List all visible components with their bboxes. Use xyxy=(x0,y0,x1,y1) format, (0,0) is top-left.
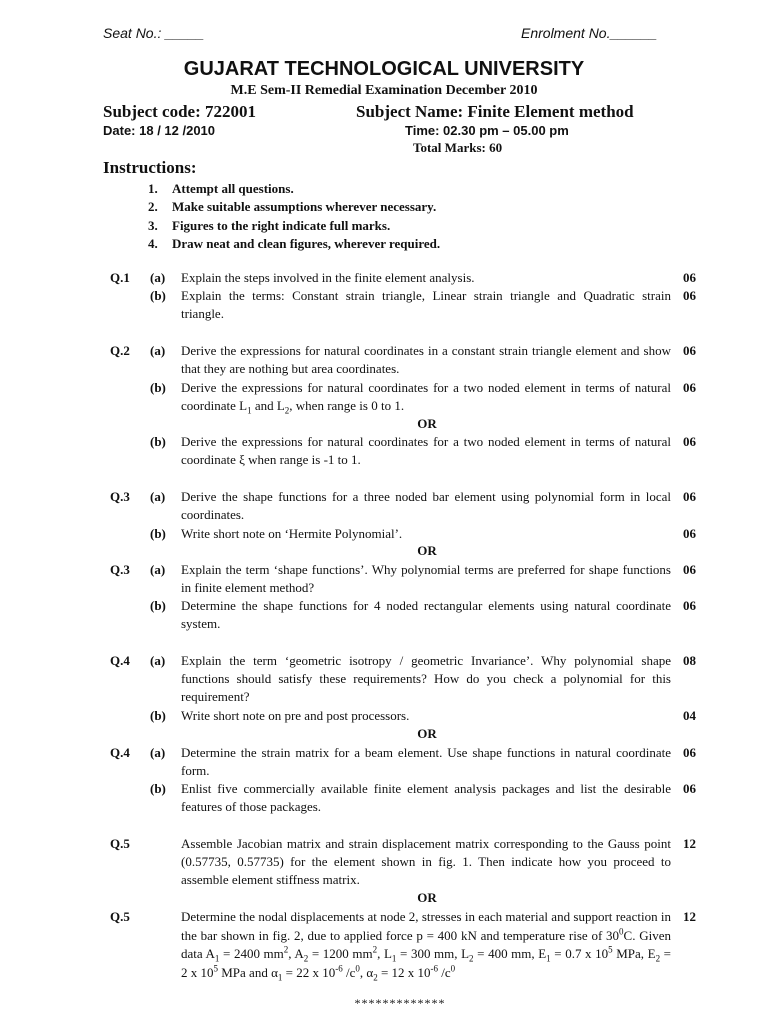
part-label: (b) xyxy=(150,708,166,723)
part-label: (a) xyxy=(150,562,166,577)
question-marks: 06 xyxy=(683,343,696,358)
part-label: (b) xyxy=(150,434,166,449)
question-marks: 06 xyxy=(683,380,696,395)
part-label: (a) xyxy=(150,270,166,285)
question-text: Explain the steps involved in the finite element analysis. xyxy=(181,270,475,285)
question-marks: 06 xyxy=(683,562,696,577)
or-separator: OR xyxy=(417,890,437,905)
seat-number-field: Seat No.: _____ xyxy=(103,25,205,41)
question-text: Assemble Jacobian matrix and strain displacement matrix corresponding to the Gauss point (0.57735, 0.57735) for the element shown in fig. 1. Then indicate how you proceed to assemble element stiffness matrix. xyxy=(181,836,671,888)
part-label: (b) xyxy=(150,598,166,613)
subject-name: Subject Name: Finite Element method xyxy=(356,102,634,121)
end-of-paper-stars: ************* xyxy=(354,996,446,1010)
part-label: (b) xyxy=(150,526,166,541)
question-marks: 12 xyxy=(683,836,696,851)
question-text: Enlist five commercially available finite element analysis packages and list the desirable features of those packages. xyxy=(181,781,671,815)
instructions-heading: Instructions: xyxy=(103,158,197,177)
part-label: (b) xyxy=(150,380,166,395)
question-marks: 12 xyxy=(683,909,696,924)
part-label: (a) xyxy=(150,745,166,760)
question-number-q2: Q.2 xyxy=(110,343,130,358)
question-marks: 06 xyxy=(683,598,696,613)
question-marks: 08 xyxy=(683,653,696,668)
part-label: (a) xyxy=(150,489,166,504)
exam-title: M.E Sem-II Remedial Examination December 2010 xyxy=(230,83,538,98)
question-text: Explain the term ‘shape functions’. Why polynomial terms are preferred for shape functions in finite element method? xyxy=(181,562,671,596)
question-text: Write short note on ‘Hermite Polynomial’. xyxy=(181,526,403,541)
question-text: Explain the term ‘geometric isotropy / geometric Invariance’. Why polynomial shape functions should satisfy these requirements? How do you check a polynomial for this requirement? xyxy=(181,653,671,705)
subject-code: Subject code: 722001 xyxy=(103,102,256,121)
question-marks: 06 xyxy=(683,489,696,504)
or-separator: OR xyxy=(417,543,437,558)
question-number-q5-alt: Q.5 xyxy=(110,909,130,924)
part-label: (a) xyxy=(150,343,166,358)
question-text: Derive the expressions for natural coordinates for a two noded element in terms of natural coordinate ξ when range is -1 to 1. xyxy=(181,434,671,468)
exam-date: Date: 18 / 12 /2010 xyxy=(103,123,216,138)
instruction-item: 3. Figures to the right indicate full marks. xyxy=(148,217,391,233)
enrolment-number-field: Enrolment No.______ xyxy=(521,25,658,41)
question-marks: 06 xyxy=(683,270,696,285)
question-text: Derive the expressions for natural coordinates in a constant strain triangle element and show that they are nothing but area coordinates. xyxy=(181,343,671,377)
exam-time: Time: 02.30 pm – 05.00 pm xyxy=(405,123,569,138)
question-number-q1: Q.1 xyxy=(110,270,130,285)
question-text: Write short note on pre and post processors. xyxy=(181,708,410,723)
question-marks: 06 xyxy=(683,526,696,541)
question-marks: 06 xyxy=(683,745,696,760)
university-title: GUJARAT TECHNOLOGICAL UNIVERSITY xyxy=(183,58,585,80)
question-text: Determine the strain matrix for a beam element. Use shape functions in natural coordinate form. xyxy=(181,745,671,779)
instruction-item: 1. Attempt all questions. xyxy=(148,181,294,196)
question-marks: 06 xyxy=(683,781,696,796)
or-separator: OR xyxy=(417,416,437,431)
question-number-q4: Q.4 xyxy=(110,653,130,668)
question-marks: 06 xyxy=(683,288,696,303)
part-label: (b) xyxy=(150,781,166,796)
part-label: (a) xyxy=(150,653,166,668)
part-label: (b) xyxy=(150,288,166,303)
question-text: Determine the shape functions for 4 noded rectangular elements using natural coordinate system. xyxy=(181,598,671,632)
question-marks: 04 xyxy=(683,708,696,723)
question-number-q4-alt: Q.4 xyxy=(110,745,130,760)
instruction-item: 2. Make suitable assumptions wherever necessary. xyxy=(148,199,437,215)
total-marks: Total Marks: 60 xyxy=(413,140,503,155)
question-text: Derive the expressions for natural coordinates for a two noded element in terms of natural coordinate $L_1$ and $L_2$, when range is 0 to 1. xyxy=(181,380,671,416)
instruction-item: 4. Draw neat and clean figures, wherever required. xyxy=(148,236,441,252)
question-number-q5: Q.5 xyxy=(110,836,130,851)
question-text: Determine the nodal displacements at node 2, stresses in each material and support reaction in the bar shown in fig. 2, due to applied force p = 400 kN and temperature rise of $30^0C$. Given data $A_1 = 2400$ $mm^2$, $A_2 = 1200$ $mm^2$, $L_1 = 300$ mm, $L_2 = 400$ mm, $E_1 = 0.7$ x $10^5$ MPa, $E_2 = 2$ x $10^5$ MPa and $\alpha_1 = 22$ x $10^{-6}$ $/c^0$, $\alpha_2 = 12$ x $10^{-6}$ $/c^0$ xyxy=(181,909,672,983)
or-separator: OR xyxy=(417,726,437,741)
question-text: Explain the terms: Constant strain triangle, Linear strain triangle and Quadratic strain triangle. xyxy=(181,288,671,322)
question-text: Derive the shape functions for a three noded bar element using polynomial form in local coordinates. xyxy=(181,489,671,523)
question-number-q3-alt: Q.3 xyxy=(110,562,130,577)
question-number-q3: Q.3 xyxy=(110,489,130,504)
question-marks: 06 xyxy=(683,434,696,449)
instructions-list xyxy=(148,180,440,254)
